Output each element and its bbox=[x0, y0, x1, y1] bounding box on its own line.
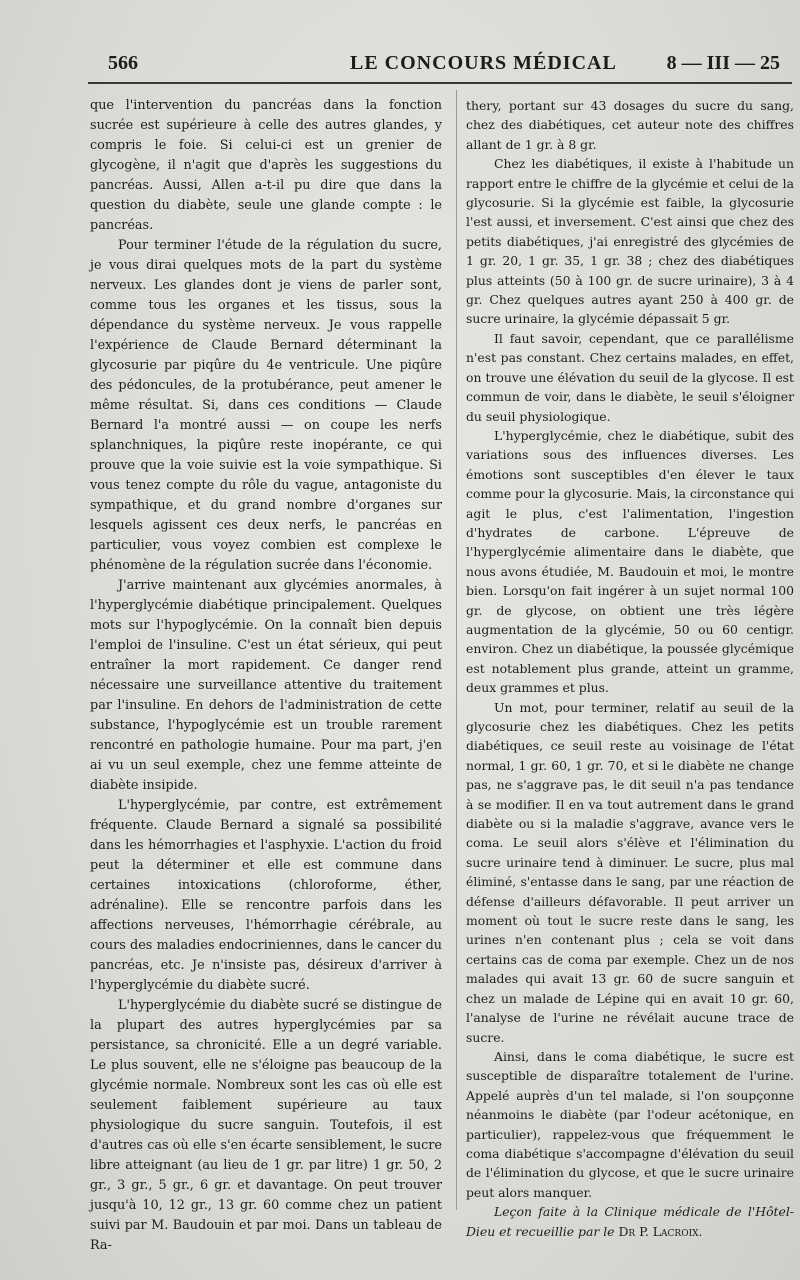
lecture-credit bbox=[466, 1202, 794, 1241]
right-column bbox=[466, 96, 794, 1241]
page-number: 566 bbox=[108, 52, 138, 74]
journal-title: LE CONCOURS MÉDICAL bbox=[350, 52, 617, 74]
credit-text: Leçon faite à la Clinique médicale de l'Hôtel-Dieu et recueillie par le bbox=[466, 1204, 794, 1239]
paragraph: L'hyperglycémie, par contre, est extrêmement fréquente. Claude Bernard a signalé sa possibilité dans les hémorrhagies et l'asphyxie. L'action du froid peut la déterminer et elle est commune dans certaines intoxications (chloroforme, éther, adrénaline). Elle se rencontre parfois dans les affections nerveuses, l'hémorrhagie cérébrale, au cours des maladies endocriniennes, dans le cancer du pancréas, etc. Je n'insiste pas, désireux d'arriver à l'hyperglycémie du diabète sucré. bbox=[90, 798, 442, 993]
paragraph: L'hyperglycémie, chez le diabétique, subit des variations sous des influences diverses. Les émotions sont susceptibles d'en élever le taux comme pour la glycosurie. Mais, la circonstance qui agit le plus, c'est l'alimentation, l'ingestion d'hydrates de carbone. L'épreuve de l'hyperglycémie alimentaire dans le diabète, que nous avons étudiée, M. Baudouin et moi, le montre bien. Lorsqu'on fait ingérer à un sujet normal 100 gr. de glycose, on obtient une très légère augmentation de la glycémie, 50 ou 60 centigr. environ. Chez un diabétique, la poussée glycémique est notablement plus grande, atteint un gramme, deux grammes et plus. bbox=[466, 427, 794, 696]
paragraph: L'hyperglycémie du diabète sucré se distingue de la plupart des autres hyperglycémies par sa persistance, sa chronicité. Elle a un degré variable. Le plus souvent, elle ne s'éloigne pas beaucoup de la glycémie normale. Nombreux sont les cas où elle est seulement faiblement supérieure au taux physiologique du sucre sanguin. Toutefois, il est d'autres cas où elle s'en écarte sensiblement, le sucre libre atteignant (au lieu de 1 gr. par litre) 1 gr. 50, 2 gr., 3 gr., 5 gr., 6 gr. et davantage. On peut trouver jusqu'à 10, 12 gr., 13 gr. 60 comme chez un patient suivi par M. Baudouin et par moi. Dans un tableau de Ra- bbox=[90, 998, 442, 1253]
issue-date: 8 — III — 25 bbox=[666, 52, 780, 74]
page-header bbox=[100, 48, 790, 78]
paragraph: Pour terminer l'étude de la régulation du sucre, je vous dirai quelques mots de la part du système nerveux. Les glandes dont je viens de parler sont, comme tous les organes et les tissus, sous la dépendance du système nerveux. Je vous rappelle l'expérience de Claude Bernard déterminant la glycosurie par piqûre du 4e ventricule. Une piqûre des pédoncules, de la protubérance, peut amener le même résultat. Si, dans ces conditions — Claude Bernard l'a montré aussi — on coupe les nerfs splanchniques, la piqûre reste inopérante, ce qui prouve que la voie suivie est la voie sympathique. Si vous tenez compte du rôle du vague, antagoniste du sympathique, et du grand nombre d'organes sur lesquels agissent ces deux nerfs, le pancréas en particulier, vous voyez combien est complexe le phénomène de la régulation sucrée dans l'économie. bbox=[90, 238, 442, 573]
paragraph: Chez les diabétiques, il existe à l'habitude un rapport entre le chiffre de la glycémie et celui de la glycosurie. Si la glycémie est faible, la glycosurie l'est aussi, et inversement. C'est ainsi que chez des petits diabétiques, j'ai enregistré des glycémies de 1 gr. 20, 1 gr. 35, 1 gr. 38 ; chez des diabétiques plus atteints (50 à 100 gr. de sucre urinaire), 3 à 4 gr. Chez quelques autres ayant 250 à 400 gr. de sucre urinaire, la glycémie dépassait 5 gr. bbox=[466, 156, 794, 327]
column-separator bbox=[456, 90, 457, 1210]
paragraph: Il faut savoir, cependant, que ce parallélisme n'est pas constant. Chez certains malades, en effet, on trouve une élévation du seuil de la glycose. Il est commun de voir, dans le diabète, le seuil s'éloigner du seuil physiologique. bbox=[466, 330, 794, 424]
paragraph: thery, portant sur 43 dosages du sucre du sang, chez des diabétiques, cet auteur note des chiffres allant de 1 gr. à 8 gr. bbox=[466, 98, 794, 152]
paragraph: J'arrive maintenant aux glycémies anormales, à l'hyperglycémie diabétique principalement. Quelques mots sur l'hypoglycémie. On la connaît bien depuis l'emploi de l'insuline. C'est un état sérieux, qui peut entraîner la mort rapidement. Ce danger rend nécessaire une surveillance attentive du traitement par l'insuline. En dehors de l'administration de cette substance, l'hypoglycémie est un trouble rarement rencontré en pathologie humaine. Pour ma part, j'en ai vu un seul exemple, chez une femme atteinte de diabète insipide. bbox=[90, 578, 442, 793]
header-rule bbox=[88, 82, 792, 84]
paragraph: Ainsi, dans le coma diabétique, le sucre est susceptible de disparaître totalement de l'urine. Appelé auprès d'un tel malade, si l'on soupçonne néanmoins le diabète (par l'odeur acétonique, en particulier), rappelez-vous que fréquemment le coma diabétique s'accompagne d'élévation du seuil de l'élimination du glycose, et que le sucre urinaire peut alors manquer. bbox=[466, 1048, 794, 1200]
paragraph: Un mot, pour terminer, relatif au seuil de la glycosurie chez les diabétiques. Chez les petits diabétiques, ce seuil reste au voisinage de l'état normal, 1 gr. 60, 1 gr. 70, et si le diabète ne change pas, ne s'aggrave pas, le dit seuil n'a pas tendance à se modifier. Il en va tout autrement dans le grand diabète ou si la maladie s'aggrave, avance vers le coma. Le seuil alors s'élève et l'élimination du sucre urinaire tend à diminuer. Le sucre, plus mal éliminé, s'entasse dans le sang, par une réaction de défense d'ailleurs défavorable. Il peut arriver un moment où tout le sucre reste dans le sang, les urines n'en contenant plus ; cela se voit dans certains cas de coma par exemple. Chez un de nos malades qui avait 13 gr. 60 de sucre sanguin et chez un malade de Lépine qui en avait 10 gr. 60, l'analyse de l'urine ne révélait aucune trace de sucre. bbox=[466, 699, 794, 1045]
paragraph: que l'intervention du pancréas dans la fonction sucrée est supérieure à celle des autres glandes, y compris le foie. Si celui-ci est un grenier de glycogène, il n'agit que d'après les suggestions du pancréas. Aussi, Allen a-t-il pu dire que dans la question du diabète, seule une glande compte : le pancréas. bbox=[90, 98, 442, 233]
credit-author: Dr P. Lacroix. bbox=[618, 1223, 703, 1239]
left-column bbox=[90, 96, 442, 1256]
